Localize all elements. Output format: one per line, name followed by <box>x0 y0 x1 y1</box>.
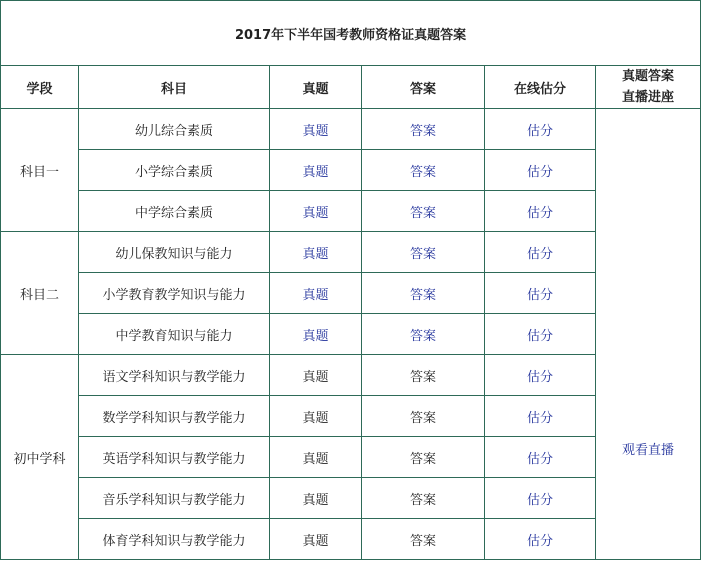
score-link[interactable]: 估分 <box>526 369 553 385</box>
question-text: 真题 <box>302 451 329 467</box>
answer-text: 答案 <box>409 451 436 467</box>
question-text: 真题 <box>302 369 329 385</box>
watch-live-link[interactable]: 观看直播 <box>622 443 675 458</box>
question-text: 真题 <box>302 533 329 549</box>
score-link[interactable]: 估分 <box>526 410 553 426</box>
header-live-line1: 真题答案 <box>622 69 675 84</box>
answer-text: 答案 <box>409 410 436 426</box>
question-text: 真题 <box>302 410 329 426</box>
score-link[interactable]: 估分 <box>526 287 553 303</box>
subject-cell: 语文学科知识与教学能力 <box>79 355 270 396</box>
subject-cell: 数学学科知识与教学能力 <box>79 396 270 437</box>
answer-link[interactable]: 答案 <box>409 246 436 262</box>
subject-cell: 小学综合素质 <box>79 150 270 191</box>
score-link[interactable]: 估分 <box>526 123 553 139</box>
header-answer: 答案 <box>362 66 485 109</box>
page-title: 2017年下半年国考教师资格证真题答案 <box>1 1 701 66</box>
answer-link[interactable]: 答案 <box>409 205 436 221</box>
subject-cell: 英语学科知识与教学能力 <box>79 437 270 478</box>
question-text: 真题 <box>302 492 329 508</box>
answer-text: 答案 <box>409 533 436 549</box>
subject-cell: 小学教育教学知识与能力 <box>79 273 270 314</box>
question-link[interactable]: 真题 <box>302 246 329 262</box>
score-link[interactable]: 估分 <box>526 533 553 549</box>
header-question: 真题 <box>270 66 362 109</box>
score-link[interactable]: 估分 <box>526 451 553 467</box>
subject-cell: 幼儿综合素质 <box>79 109 270 150</box>
answer-text: 答案 <box>409 492 436 508</box>
stage-cell: 科目二 <box>1 232 79 355</box>
score-link[interactable]: 估分 <box>526 328 553 344</box>
stage-cell: 初中学科 <box>1 355 79 560</box>
header-score: 在线估分 <box>485 66 596 109</box>
header-stage: 学段 <box>1 66 79 109</box>
question-link[interactable]: 真题 <box>302 164 329 180</box>
subject-cell: 中学综合素质 <box>79 191 270 232</box>
question-link[interactable]: 真题 <box>302 205 329 221</box>
answer-text: 答案 <box>409 369 436 385</box>
score-link[interactable]: 估分 <box>526 492 553 508</box>
subject-cell: 音乐学科知识与教学能力 <box>79 478 270 519</box>
table-row <box>1 109 701 150</box>
answer-link[interactable]: 答案 <box>409 328 436 344</box>
question-link[interactable]: 真题 <box>302 123 329 139</box>
subject-cell: 中学教育知识与能力 <box>79 314 270 355</box>
answer-link[interactable]: 答案 <box>409 123 436 139</box>
question-link[interactable]: 真题 <box>302 287 329 303</box>
header-live-line2: 直播进座 <box>622 90 675 105</box>
live-cell <box>596 109 701 560</box>
score-link[interactable]: 估分 <box>526 205 553 221</box>
score-link[interactable]: 估分 <box>526 164 553 180</box>
subject-cell: 幼儿保教知识与能力 <box>79 232 270 273</box>
answer-link[interactable]: 答案 <box>409 287 436 303</box>
answer-link[interactable]: 答案 <box>409 164 436 180</box>
header-subject: 科目 <box>79 66 270 109</box>
subject-cell: 体育学科知识与教学能力 <box>79 519 270 560</box>
header-live <box>596 66 701 109</box>
question-link[interactable]: 真题 <box>302 328 329 344</box>
stage-cell: 科目一 <box>1 109 79 232</box>
score-link[interactable]: 估分 <box>526 246 553 262</box>
